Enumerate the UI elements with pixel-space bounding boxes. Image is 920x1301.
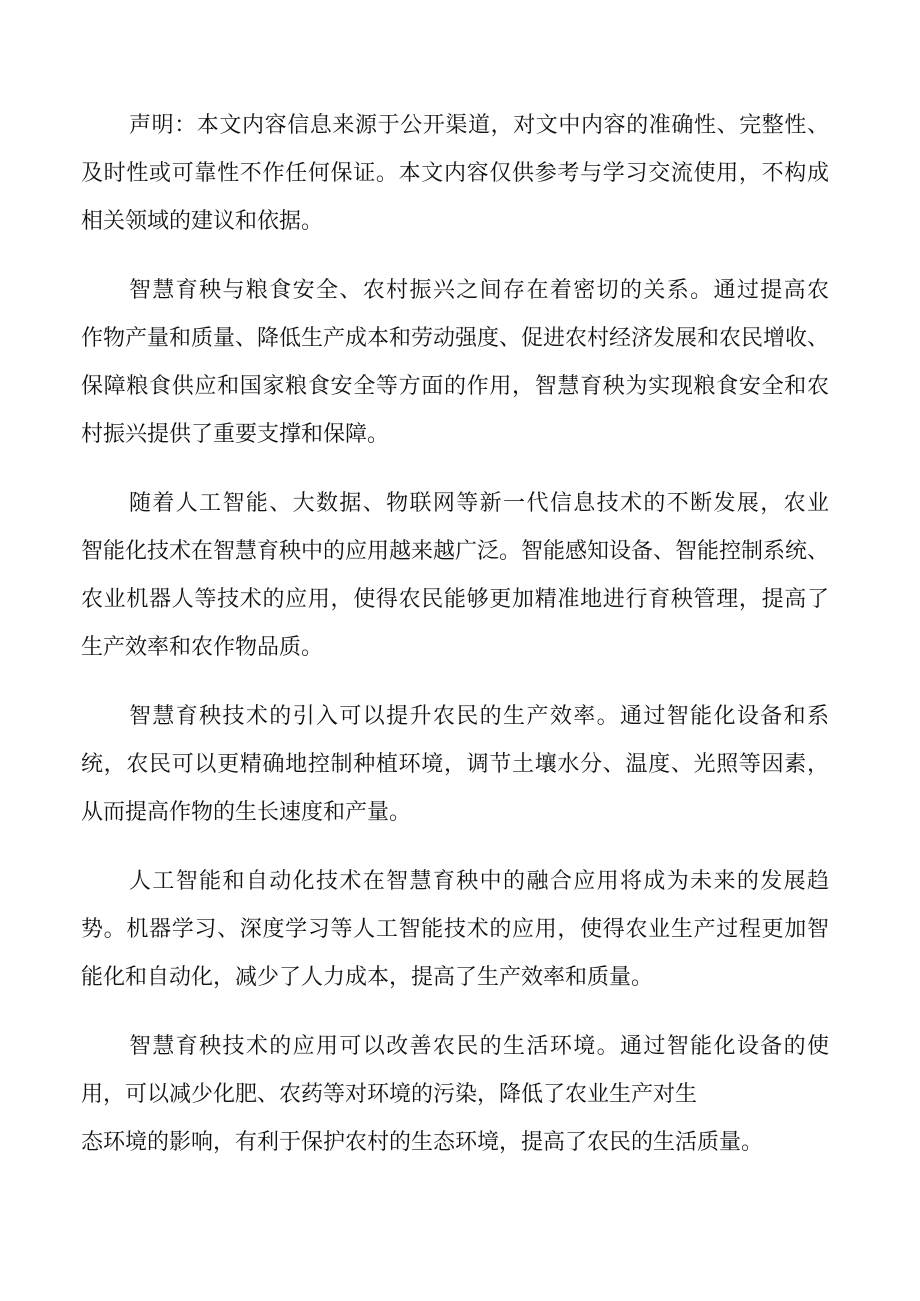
disclaimer-paragraph [81, 102, 829, 246]
paragraph-line: 用，可以减少化肥、农药等对环境的污染，降低了农业生产对生 [81, 1082, 698, 1107]
paragraph-line: 统，农民可以更精确地控制种植环境，调节土壤水分、温度、光照等因素， [81, 752, 829, 777]
paragraph-line: 保障粮食供应和国家粮食安全等方面的作用，智慧育秧为实现粮食安全和农 [81, 374, 829, 399]
paragraph-line: 智能化技术在智慧育秧中的应用越来越广泛。智能感知设备、智能控制系统、 [81, 539, 830, 564]
paragraph-line: 作物产量和质量、降低生产成本和劳动强度、促进农村经济发展和农民增收、 [81, 326, 830, 351]
paragraph-line: 村振兴提供了重要支撑和保障。 [81, 422, 390, 447]
paragraph-line: 生产效率和农作物品质。 [81, 635, 324, 660]
body-paragraph [81, 480, 829, 672]
body-paragraph [81, 267, 829, 459]
paragraph-line: 智慧育秧技术的引入可以提升农民的生产效率。通过智能化设备和系 [129, 704, 829, 729]
body-paragraph [81, 1023, 829, 1167]
paragraph-line: 人工智能和自动化技术在智慧育秧中的融合应用将成为未来的发展趋 [129, 869, 829, 894]
paragraph-line: 态环境的影响，有利于保护农村的生态环境，提高了农民的生活质量。 [81, 1130, 764, 1155]
body-paragraph [81, 693, 829, 837]
document-body [81, 102, 829, 1188]
paragraph-line: 从而提高作物的生长速度和产量。 [81, 800, 412, 825]
paragraph-line: 农业机器人等技术的应用，使得农民能够更加精准地进行育秧管理，提高了 [81, 587, 829, 612]
paragraph-line: 声明：本文内容信息来源于公开渠道，对文中内容的准确性、完整性、 [129, 113, 829, 138]
paragraph-line: 及时性或可靠性不作任何保证。本文内容仅供参考与学习交流使用，不构成 [81, 161, 829, 186]
paragraph-line: 随着人工智能、大数据、物联网等新一代信息技术的不断发展，农业 [129, 491, 829, 516]
paragraph-line: 势。机器学习、深度学习等人工智能技术的应用，使得农业生产过程更加智 [81, 917, 829, 942]
body-paragraph [81, 858, 829, 1002]
paragraph-line: 相关领域的建议和依据。 [81, 209, 324, 234]
paragraph-line: 智慧育秧技术的应用可以改善农民的生活环境。通过智能化设备的使 [129, 1034, 829, 1059]
paragraph-line: 能化和自动化，减少了人力成本，提高了生产效率和质量。 [81, 965, 654, 990]
paragraph-line: 智慧育秧与粮食安全、农村振兴之间存在着密切的关系。通过提高农 [129, 278, 829, 303]
